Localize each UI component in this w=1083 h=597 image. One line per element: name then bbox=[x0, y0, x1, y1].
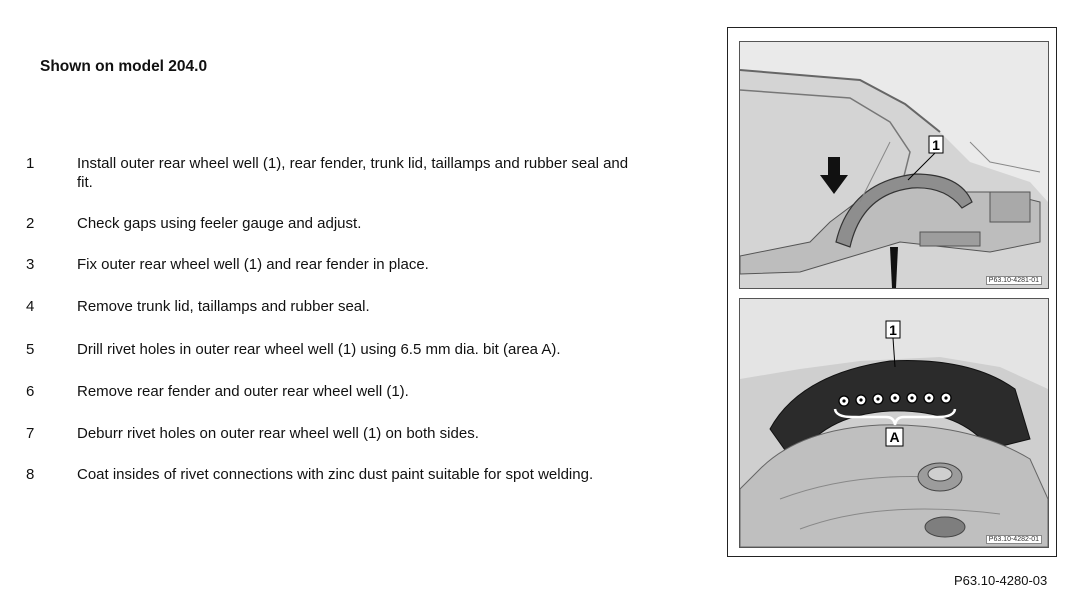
figure-top-panel bbox=[739, 41, 1049, 289]
callout-label: 1 bbox=[932, 137, 940, 153]
figure-code: P63.10-4281-01 bbox=[986, 276, 1042, 285]
wheel-well-detail-illustration bbox=[740, 299, 1048, 547]
step-number: 1 bbox=[26, 155, 35, 172]
step-number: 3 bbox=[26, 256, 35, 273]
step-text: Check gaps using feeler gauge and adjust. bbox=[77, 215, 362, 232]
figure-frame bbox=[727, 27, 1057, 557]
figure-caption: P63.10-4280-03 bbox=[954, 573, 1048, 588]
step-number: 2 bbox=[26, 215, 35, 232]
rear-body-side-view-illustration bbox=[740, 42, 1048, 288]
figure-code: P63.10-4282-01 bbox=[986, 535, 1042, 544]
step-number: 4 bbox=[26, 298, 35, 315]
step-text: Drill rivet holes in outer rear wheel well (1) using 6.5 mm dia. bit (area A). bbox=[77, 341, 561, 358]
callout-label: 1 bbox=[889, 322, 897, 338]
step-text: Deburr rivet holes on outer rear wheel well (1) on both sides. bbox=[77, 425, 479, 442]
step-number: 8 bbox=[26, 466, 35, 483]
step-text: Coat insides of rivet connections with zinc dust paint suitable for spot welding. bbox=[77, 466, 594, 483]
area-label: A bbox=[889, 429, 900, 445]
step-text: Fix outer rear wheel well (1) and rear fender in place. bbox=[77, 256, 429, 273]
step-number: 6 bbox=[26, 383, 35, 400]
step-text: Remove rear fender and outer rear wheel well (1). bbox=[77, 383, 409, 400]
step-number: 5 bbox=[26, 341, 35, 358]
step-number: 7 bbox=[26, 425, 35, 442]
figure-bottom-panel bbox=[739, 298, 1049, 548]
step-text: Install outer rear wheel well (1), rear fender, trunk lid, taillamps and rubber seal and fit. bbox=[77, 155, 629, 191]
page-heading: Shown on model 204.0 bbox=[40, 58, 208, 75]
step-text: Remove trunk lid, taillamps and rubber seal. bbox=[77, 298, 370, 315]
